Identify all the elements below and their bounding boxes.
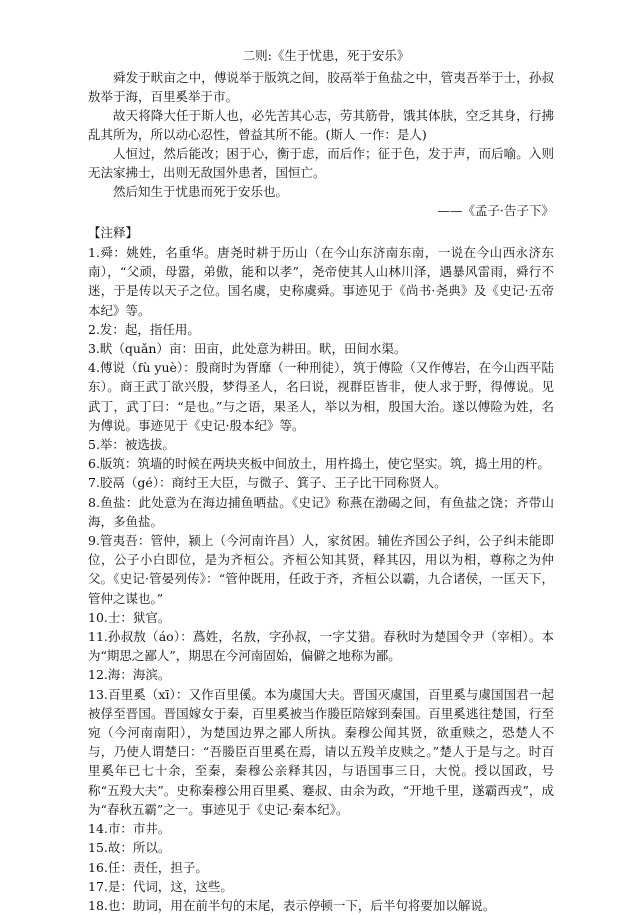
note-item: 2.发：起，指任用。 <box>88 321 200 337</box>
note-item: 14.市：市井。 <box>88 821 171 837</box>
note-item: 18.也：助词，用在前半句的末尾，表示停顿一下，后半句将要加以解说。 <box>88 897 496 913</box>
notes-heading: 【注释】 <box>88 225 139 240</box>
note-item: 12.海：海滨。 <box>88 667 171 683</box>
note-item: 16.任：责任，担子。 <box>88 859 208 875</box>
note-item: 9.管夷吾：管仲，颍上（今河南许昌）人，家贫困。辅佐齐国公子纠，公子纠未能即位，公子小白即位，是为齐桓公。齐桓公知其贤，释其囚，用以为相，尊称之为仲父。《史记·管晏列传》：“管仲既用，任政于齐，齐桓公以霸，九合诸侯，一匡天下，管仲之谋也。” <box>88 533 554 606</box>
note-item: 4.傅说（fù yuè）：殷商时为胥靡（一种刑徒），筑于傅险（又作傅岩，在今山西平陆东）。商王武丁欲兴殷，梦得圣人，名曰说，视群臣皆非，使人求于野，得傅说。见武丁，武丁曰：“是也。”与之语，果圣人，举以为相，殷国大治。遂以傅险为姓，名为傅说。事迹见于《史记·殷本纪》等。 <box>88 360 554 433</box>
note-item: 1.舜：姚姓，名重华。唐尧时耕于历山（在今山东济南东南，一说在今山西永济东南），“父顽，母嚣，弟傲，能和以孝”，尧帝使其人山林川泽，遇暴风雷雨，舜行不迷，于是传以天子之位。国名虞，史称虞舜。事迹见于《尚书·尧典》及《史记·五帝本纪》等。 <box>88 245 554 318</box>
note-item: 13.百里奚（xī）：又作百里傒。本为虞国大夫。晋国灭虞国，百里奚与虞国国君一起被俘至晋国。晋国嫁女于秦，百里奚被当作媵臣陪嫁到秦国。百里奚逃往楚国，行至宛（今河南南阳），为楚国边界之鄙人所执。秦穆公闻其贤，欲重赎之，恐楚人不与，乃使人谓楚曰：“吾媵臣百里奚在焉，请以五羖羊皮赎之。”楚人于是与之。时百里奚年已七十余，至秦，秦穆公亲释其囚，与语国事三日，大悦。授以国政，号称“五羖大夫”。史称秦穆公用百里奚、蹇叔、由余为政，“开地千里，遂霸西戎”，成为“春秋五霸”之一。事迹见于《史记·秦本纪》。 <box>88 686 554 817</box>
body-paragraph: 舜发于畎亩之中，傅说举于版筑之间，胶鬲举于鱼盐之中，管夷吾举于士，孙叔敖举于海，百里奚举于市。 <box>88 70 554 104</box>
source-attribution: ——《孟子·告子下》 <box>437 203 554 218</box>
body-paragraph: 人恒过，然后能改；困于心，衡于虑，而后作；征于色，发于声，而后喻。入则无法家拂士，出则无敌国外患者，国恒亡。 <box>88 146 554 180</box>
note-item: 6.版筑：筑墙的时候在两块夹板中间放土，用杵捣土，使它坚实。筑，捣土用的杵。 <box>88 456 550 472</box>
note-item: 3.畎（quǎn）亩：田亩，此处意为耕田。畎，田间水渠。 <box>88 341 407 357</box>
note-item: 10.士：狱官。 <box>88 609 171 625</box>
note-item: 7.胶鬲（gé）：商纣王大臣，与微子、箕子、王子比干同称贤人。 <box>88 475 447 491</box>
note-item: 11.孙叔敖（áo）：蔿姓，名敖，字孙叔，一字艾猎。春秋时为楚国令尹（宰相）。本为“期思之鄙人”，期思在今河南固始，偏僻之地称为鄙。 <box>88 629 554 664</box>
notes-list <box>88 243 554 915</box>
note-item: 5.举：被选拔。 <box>88 437 175 453</box>
note-item: 8.鱼盐：此处意为在海边捕鱼晒盐。《史记》称燕在渤碣之间，有鱼盐之饶；齐带山海，多鱼盐。 <box>88 494 554 529</box>
poem-title: 二则:《生于忧患，死于安乐》 <box>242 48 410 63</box>
note-item: 17.是：代词，这，这些。 <box>88 878 233 894</box>
body-paragraph: 故天将降大任于斯人也，必先苦其心志，劳其筋骨，饿其体肤，空乏其身，行拂乱其所为，所以动心忍性，曾益其所不能。(斯人 一作：是人) <box>88 108 554 142</box>
note-item: 15.故：所以。 <box>88 840 171 856</box>
body-paragraph: 然后知生于忧患而死于安乐也。 <box>113 184 289 199</box>
